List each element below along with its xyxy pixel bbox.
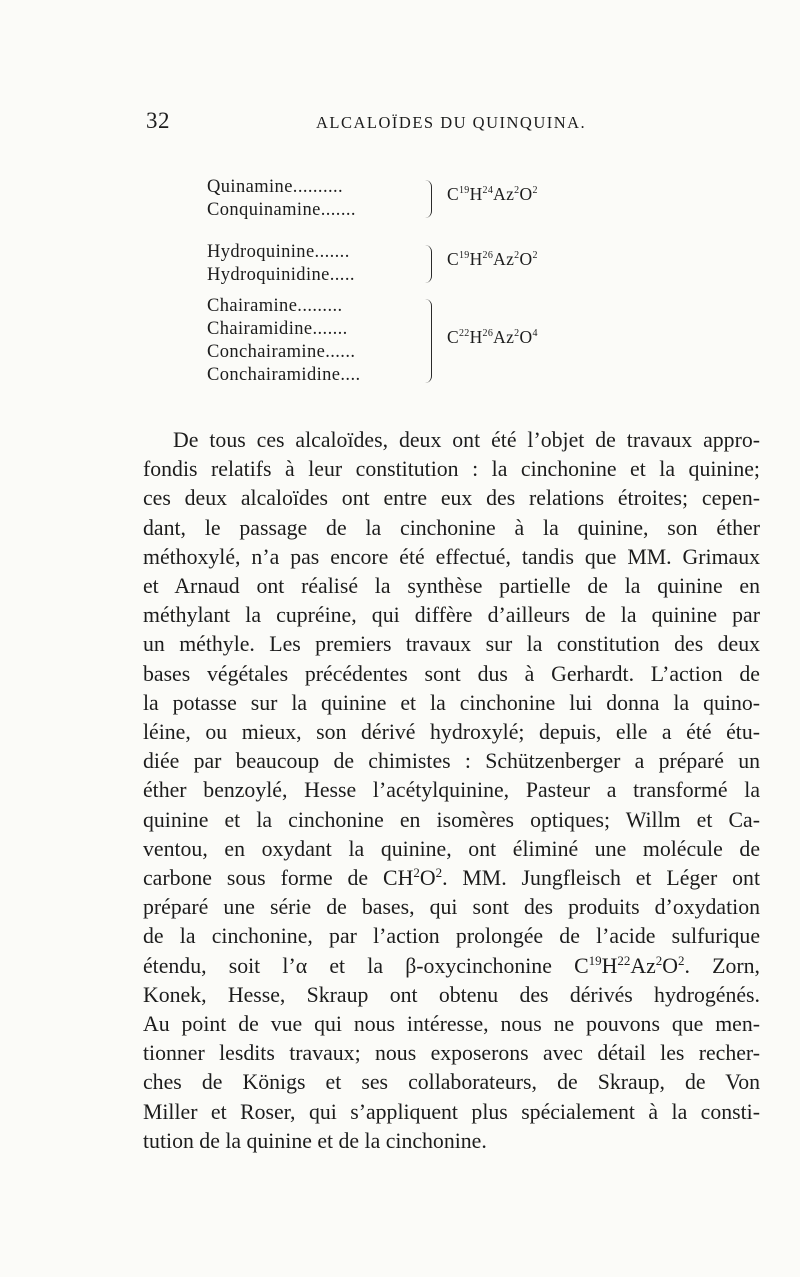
text-line: ces deux alcaloïdes ont entre eux des relations étroites; cepen-	[143, 486, 760, 511]
formula-group-hydroquinine	[207, 241, 538, 287]
alkaloid-name: Conquinamine.......	[207, 200, 356, 220]
text-line-formula: étendu, soit l’α et la β-oxycinchonine $C^{19}H^{22}Az^2O^2$. Zorn,	[143, 952, 760, 978]
text-line: tionner lesdits travaux; nous exposerons avec détail les recher-	[143, 1041, 760, 1066]
text-line: un méthyle. Les premiers travaux sur la constitution des deux	[143, 632, 760, 657]
text-line: méthylant la cupréine, qui diffère d’ailleurs de la quinine par	[143, 603, 760, 628]
text-line: de la cinchonine, par l’action prolongée de l’acide sulfurique	[143, 924, 760, 949]
text-line: léine, ou mieux, son dérivé hydroxylé; depuis, elle a été étu-	[143, 720, 760, 745]
grouping-brace	[422, 180, 432, 218]
grouping-brace	[422, 299, 432, 383]
text-line: fondis relatifs à leur constitution : la cinchonine et la quinine;	[143, 457, 760, 482]
alkaloid-name: Hydroquinine.......	[207, 242, 350, 262]
text-line: Miller et Roser, qui s’appliquent plus spécialement à la consti-	[143, 1099, 760, 1124]
text-line: ventou, en oxydant la quinine, ont éliminé une molécule de	[143, 836, 760, 861]
alkaloid-name: Chairamine.........	[207, 296, 343, 316]
alkaloid-name: Chairamidine.......	[207, 319, 348, 339]
text-line: et Arnaud ont réalisé la synthèse partielle de la quinine en	[143, 574, 760, 599]
alkaloid-name: Conchairamidine....	[207, 365, 361, 385]
text-line: méthoxylé, n’a pas encore été effectué, tandis que MM. Grimaux	[143, 544, 760, 569]
formula-group-quinamine	[207, 176, 538, 222]
alkaloid-name: Hydroquinidine.....	[207, 265, 355, 285]
text-line: Au point de vue qui nous intéresse, nous ne pouvons que men-	[143, 1012, 760, 1037]
page-number: 32	[146, 108, 170, 133]
chemical-formula: $C^{19}H^{24}Az^2O^2$	[447, 184, 538, 204]
running-title: ALCALOÏDES DU QUINQUINA.	[316, 113, 587, 132]
text-line: dant, le passage de la cinchonine à la quinine, son éther	[143, 515, 760, 540]
text-line: éther benzoylé, Hesse l’acétylquinine, Pasteur a transformé la	[143, 778, 760, 803]
body-paragraph	[143, 426, 760, 1156]
text-line: ches de Königs et ses collaborateurs, de Skraup, de Von	[143, 1070, 760, 1095]
alkaloid-name: Quinamine..........	[207, 177, 344, 197]
chemical-formula: $C^{22}H^{26}Az^2O^4$	[447, 327, 538, 347]
text-line-formula: carbone sous forme de $CH^2O^2$. MM. Jungfleisch et Léger ont	[143, 865, 760, 891]
text-line: tution de la quinine et de la cinchonine.	[143, 1128, 487, 1153]
formula-group-chairamine	[207, 295, 538, 387]
grouping-brace	[422, 245, 432, 283]
text-line: la potasse sur la quinine et la cinchonine lui donna la quino-	[143, 690, 760, 715]
text-line: Konek, Hesse, Skraup ont obtenu des dérivés hydrogénés.	[143, 982, 760, 1007]
text-line: De tous ces alcaloïdes, deux ont été l’objet de travaux appro-	[173, 428, 760, 452]
text-line: bases végétales précédentes sont dus à Gerhardt. L’action de	[143, 661, 760, 686]
alkaloid-name: Conchairamine......	[207, 342, 356, 362]
text-line: préparé une série de bases, qui sont des produits d’oxydation	[143, 895, 760, 920]
text-line: diée par beaucoup de chimistes : Schützenberger a préparé un	[143, 749, 760, 774]
chemical-formula: $C^{19}H^{26}Az^2O^2$	[447, 249, 538, 269]
text-line: quinine et la cinchonine en isomères optiques; Willm et Ca-	[143, 807, 760, 832]
